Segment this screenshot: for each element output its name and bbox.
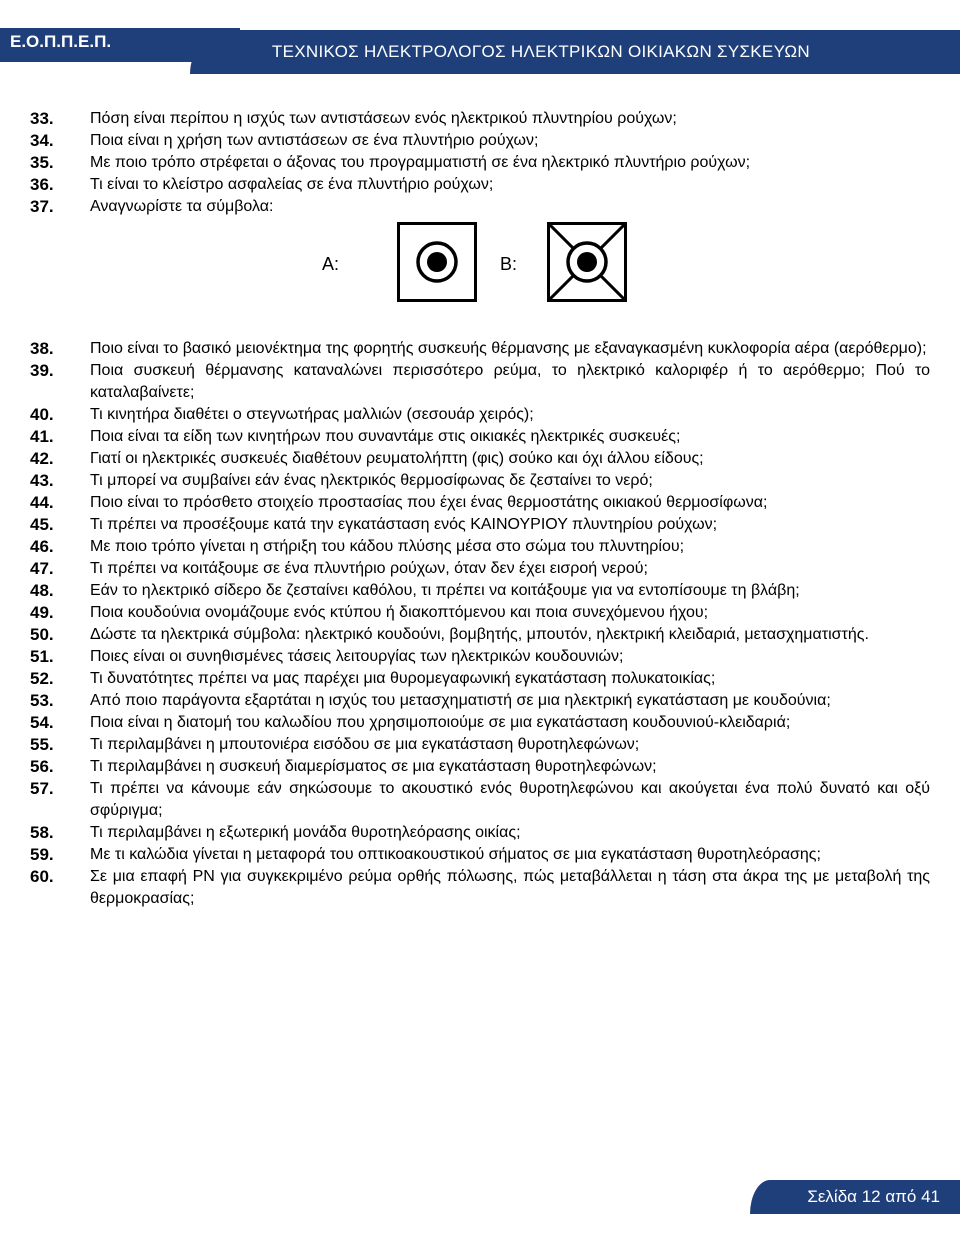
question-item [30,734,930,756]
question-text: Σε μια επαφή PN για συγκεκριμένο ρεύμα ορθής πόλωσης, πώς μεταβάλλεται η τάση στα άκρα της με μεταβολή της θερμοκρασίας; [90,868,930,907]
question-item [30,338,930,360]
page-number: Σελίδα 12 από 41 [807,1187,940,1206]
symbols-figure [30,218,930,338]
question-number: 56. [30,757,54,776]
question-text: Τι περιλαμβάνει η συσκευή διαμερίσματος σε μια εγκατάσταση θυροτηλεφώνων; [90,758,657,775]
question-number: 53. [30,691,54,710]
question-text: Τι είναι το κλείστρο ασφαλείας σε ένα πλυντήριο ρούχων; [90,176,494,193]
question-text: Ποιο είναι το πρόσθετο στοιχείο προστασίας που έχει ένας θερμοστάτης οικιακού θερμοσίφωνα; [90,494,768,511]
header-title: ΤΕΧΝΙΚΟΣ ΗΛΕΚΤΡΟΛΟΓΟΣ ΗΛΕΚΤΡΙΚΩΝ ΟΙΚΙΑΚΩΝ ΣΥΣΚΕΥΩΝ [271,42,810,61]
page-footer [750,1180,960,1214]
question-text: Με τι καλώδια γίνεται η μεταφορά του οπτικοακουστικού σήματος σε μια εγκατάσταση θυροτηλεόρασης; [90,846,821,863]
symbol-a-dot-square-icon [397,222,477,302]
question-number: 39. [30,361,54,380]
question-item [30,492,930,514]
question-number: 57. [30,779,54,798]
question-list [30,108,930,910]
question-number: 44. [30,493,54,512]
question-number: 36. [30,175,54,194]
question-number: 51. [30,647,54,666]
question-item [30,558,930,580]
question-item [30,426,930,448]
question-item [30,152,930,174]
question-text: Ποια είναι η διατομή του καλωδίου που χρησιμοποιούμε σε μια εγκατάσταση κουδουνιού-κλειδαριά; [90,714,791,731]
question-item [30,470,930,492]
question-text: Ποιο είναι το βασικό μειονέκτημα της φορητής συσκευής θέρμανσης με εξαναγκασμένη κυκλοφορία αέρα (αερόθερμο); [90,340,927,357]
question-item [30,624,930,646]
question-number: 47. [30,559,54,578]
question-text: Ποια είναι η χρήση των αντιστάσεων σε ένα πλυντήριο ρούχων; [90,132,539,149]
header-org: Ε.Ο.Π.Π.Ε.Π. [10,32,112,51]
question-item [30,404,930,426]
question-item [30,360,930,404]
question-number: 33. [30,109,54,128]
question-item [30,690,930,712]
question-number: 41. [30,427,54,446]
question-number: 60. [30,867,54,886]
question-text: Τι δυνατότητες πρέπει να μας παρέχει μια θυρομεγαφωνική εγκατάσταση πολυκατοικίας; [90,670,716,687]
question-number: 35. [30,153,54,172]
question-text: Τι μπορεί να συμβαίνει εάν ένας ηλεκτρικός θερμοσίφωνας δε ζεσταίνει το νερό; [90,472,653,489]
question-item [30,866,930,910]
question-number: 43. [30,471,54,490]
question-number: 59. [30,845,54,864]
question-text: Με ποιο τρόπο στρέφεται ο άξονας του προγραμματιστή σε ένα ηλεκτρικό πλυντήριο ρούχων; [90,154,751,171]
question-item [30,536,930,558]
question-text: Ποια κουδούνια ονομάζουμε ενός κτύπου ή διακοπτόμενου και ποια συνεχόμενου ήχου; [90,604,709,621]
question-text: Εάν το ηλεκτρικό σίδερο δε ζεσταίνει καθόλου, τι πρέπει να κοιτάξουμε για να εντοπίσουμε τη βλάβη; [90,582,800,599]
symbol-b-label: Β: [500,254,518,274]
header-org-bar [0,28,240,62]
question-number: 38. [30,339,54,358]
question-text: Τι πρέπει να προσέξουμε κατά την εγκατάσταση ενός ΚΑΙΝΟΥΡΙΟΥ πλυντηρίου ρούχων; [90,516,718,533]
question-text: Τι περιλαμβάνει η εξωτερική μονάδα θυροτηλεόρασης οικίας; [90,824,521,841]
symbol-b-crossed-dot-square-icon [547,222,627,302]
question-text: Από ποιο παράγοντα εξαρτάται η ισχύς του μετασχηματιστή σε μια ηλεκτρική εγκατάσταση με κουδούνια; [90,692,831,709]
question-item [30,668,930,690]
question-text: Πόση είναι περίπου η ισχύς των αντιστάσεων ενός ηλεκτρικού πλυντηρίου ρούχων; [90,110,677,127]
question-item [30,822,930,844]
question-text: Τι κινητήρα διαθέτει ο στεγνωτήρας μαλλιών (σεσουάρ χειρός); [90,406,534,423]
question-item [30,174,930,196]
question-number: 46. [30,537,54,556]
question-item [30,196,930,218]
question-item [30,580,930,602]
question-item [30,756,930,778]
question-text: Τι περιλαμβάνει η μπουτονιέρα εισόδου σε μια εγκατάσταση θυροτηλεφώνων; [90,736,640,753]
question-item [30,778,930,822]
question-item [30,602,930,624]
question-number: 55. [30,735,54,754]
question-text: Με ποιο τρόπο γίνεται η στήριξη του κάδου πλύσης μέσα στο σώμα του πλυντηρίου; [90,538,685,555]
question-number: 54. [30,713,54,732]
question-number: 49. [30,603,54,622]
question-number: 37. [30,197,54,216]
question-text: Ποια είναι τα είδη των κινητήρων που συναντάμε στις οικιακές ηλεκτρικές συσκευές; [90,428,681,445]
question-number: 48. [30,581,54,600]
question-item [30,514,930,536]
question-item [30,646,930,668]
symbol-a-label: Α: [322,254,340,274]
question-number: 42. [30,449,54,468]
question-text: Αναγνωρίστε τα σύμβολα: [90,198,274,215]
question-item [30,130,930,152]
question-item [30,844,930,866]
question-number: 40. [30,405,54,424]
question-item [30,448,930,470]
header-title-bar [190,30,960,74]
question-number: 45. [30,515,54,534]
question-number: 58. [30,823,54,842]
question-item [30,108,930,130]
question-number: 52. [30,669,54,688]
question-text: Ποιες είναι οι συνηθισμένες τάσεις λειτουργίας των ηλεκτρικών κουδουνιών; [90,648,624,665]
question-text: Δώστε τα ηλεκτρικά σύμβολα: ηλεκτρικό κουδούνι, βομβητής, μπουτόν, ηλεκτρική κλειδαριά, μετασχηματιστής. [90,626,869,643]
question-text: Ποια συσκευή θέρμανσης καταναλώνει περισσότερο ρεύμα, το ηλεκτρικό καλοριφέρ ή το αερόθερμο; Πού το καταλαβαίνετε; [90,362,930,401]
question-number: 50. [30,625,54,644]
question-text: Γιατί οι ηλεκτρικές συσκευές διαθέτουν ρευματολήπτη (φις) σούκο και όχι άλλου είδους; [90,450,704,467]
question-number: 34. [30,131,54,150]
question-text: Τι πρέπει να κάνουμε εάν σηκώσουμε το ακουστικό ενός θυροτηλεφώνου και ακούγεται ένα πολύ δυνατό και οξύ σφύριγμα; [90,780,930,819]
question-item [30,712,930,734]
question-text: Τι πρέπει να κοιτάξουμε σε ένα πλυντήριο ρούχων, όταν δεν έχει εισροή νερού; [90,560,648,577]
